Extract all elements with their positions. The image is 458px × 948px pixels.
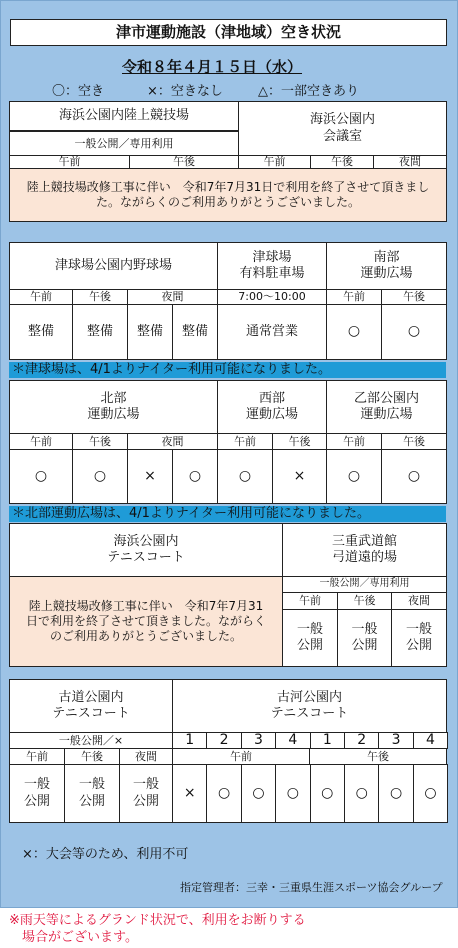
legend-cross: ×：空きなし	[147, 84, 223, 99]
col-header: 午前	[282, 592, 338, 610]
status-cell: ○	[413, 764, 448, 823]
col-header: 午後	[72, 433, 128, 450]
col-header: 午後	[129, 155, 239, 169]
status-cell: 通常営業	[217, 304, 327, 360]
col-header: 午前	[217, 433, 273, 450]
legend-circle: 〇：空き	[52, 84, 105, 99]
status-cell: ×	[272, 449, 327, 504]
col-header: 午後	[72, 289, 128, 305]
status-cell: ×	[127, 449, 173, 504]
col-header: 夜間	[373, 155, 447, 169]
col-header: 午後	[381, 433, 447, 450]
facility-name: 津球場 有料駐車場	[217, 242, 327, 290]
closure-notice: 陸上競技場改修工事に伴い 令和7年7月31日で利用を終了させて頂きました。ながらくのご利用ありがとうございました。	[9, 576, 283, 667]
facility-name: 海浜公園内 会議室	[238, 101, 447, 156]
status-cell: ○	[344, 764, 379, 823]
facility-name: 古河公園内 テニスコート	[172, 679, 447, 733]
court-number: 4	[413, 732, 448, 749]
usage-type: 一般公開／専用利用	[282, 576, 447, 593]
col-header: 午後	[337, 592, 392, 610]
col-header: 午後	[310, 155, 374, 169]
col-header: 午後	[272, 433, 327, 450]
status-cell: ○	[310, 764, 345, 823]
facility-name: 乙部公園内 運動広場	[326, 380, 447, 434]
rain-warning: ※雨天等によるグランド状況で、利用をお断りする 場合がございます。	[9, 913, 306, 945]
notice-text: ＊北部運動広場は、4/1よりナイター利用可能になりました。	[12, 506, 371, 521]
notice-text: ＊津球場は、4/1よりナイター利用可能になりました。	[12, 362, 332, 377]
status-cell: ○	[206, 764, 241, 823]
status-cell: ○	[378, 764, 413, 823]
col-header: 夜間	[119, 748, 173, 765]
col-header: 午前	[9, 433, 73, 450]
col-header: 午前	[9, 155, 130, 169]
facility-name: 北部 運動広場	[9, 380, 218, 434]
status-cell: ○	[172, 449, 218, 504]
court-number: 1	[172, 732, 207, 749]
col-header: 午後	[381, 289, 447, 305]
footnote: ×：大会等のため、利用不可	[22, 847, 189, 862]
status-cell: ○	[326, 449, 382, 504]
facility-name: 海浜公園内 テニスコート	[9, 523, 283, 577]
closure-notice: 陸上競技場改修工事に伴い 令和7年7月31日で利用を終了させて頂きました。ながらくのご利用ありがとうございました。	[9, 168, 447, 222]
col-header: 午前	[238, 155, 311, 169]
court-number: 4	[275, 732, 310, 749]
court-number: 3	[241, 732, 276, 749]
status-cell: 一般 公開	[337, 609, 392, 667]
col-header: 午前	[326, 433, 382, 450]
status-cell: 一般 公開	[282, 609, 338, 667]
court-number: 2	[344, 732, 379, 749]
status-cell: 一般 公開	[9, 764, 65, 823]
status-cell: ○	[381, 449, 447, 504]
manager-label: 指定管理者：三幸・三重県生涯スポーツ協会グループ	[180, 881, 443, 894]
status-cell: ○	[217, 449, 273, 504]
status-cell: 一般 公開	[119, 764, 173, 823]
status-cell: ○	[275, 764, 310, 823]
status-cell: ○	[9, 449, 73, 504]
status-cell: ○	[381, 304, 447, 360]
court-number: 3	[378, 732, 413, 749]
date-label: 令和８年４月１５日（水）	[122, 58, 303, 76]
col-header: 夜間	[127, 289, 218, 305]
col-header: 夜間	[127, 433, 218, 450]
facility-name: 海浜公園内陸上競技場	[9, 101, 239, 131]
court-number: 1	[310, 732, 345, 749]
status-cell: 整備	[127, 304, 173, 360]
facility-name: 南部 運動広場	[326, 242, 447, 290]
facility-name: 三重武道館 弓道遠的場	[282, 523, 447, 577]
legend-triangle: △：一部空きあり	[258, 84, 359, 99]
col-header: 午前	[326, 289, 382, 305]
facility-name: 津球場公園内野球場	[9, 242, 218, 290]
status-cell: ○	[72, 449, 128, 504]
status-cell: ○	[326, 304, 382, 360]
col-header: 午前	[9, 289, 73, 305]
col-header: 午前	[9, 748, 65, 765]
page-title: 津市運動施設（津地域）空き状況	[10, 19, 447, 46]
facility-name: 古道公園内 テニスコート	[9, 679, 173, 733]
court-number: 2	[206, 732, 241, 749]
status-cell: 整備	[72, 304, 128, 360]
usage-type: 一般公開／×	[9, 732, 173, 749]
facility-name: 西部 運動広場	[217, 380, 327, 434]
col-header: 7:00～10:00	[217, 289, 327, 305]
usage-type: 一般公開／専用利用	[9, 131, 239, 156]
status-cell: ×	[172, 764, 207, 823]
status-cell: 一般 公開	[391, 609, 447, 667]
col-header: 午後	[309, 748, 447, 765]
notice-banner	[9, 506, 446, 522]
status-cell: 整備	[9, 304, 73, 360]
col-header: 午後	[64, 748, 120, 765]
status-cell: 整備	[172, 304, 218, 360]
status-cell: ○	[241, 764, 276, 823]
status-cell: 一般 公開	[64, 764, 120, 823]
col-header: 午前	[172, 748, 310, 765]
notice-banner	[9, 362, 446, 378]
col-header: 夜間	[391, 592, 447, 610]
